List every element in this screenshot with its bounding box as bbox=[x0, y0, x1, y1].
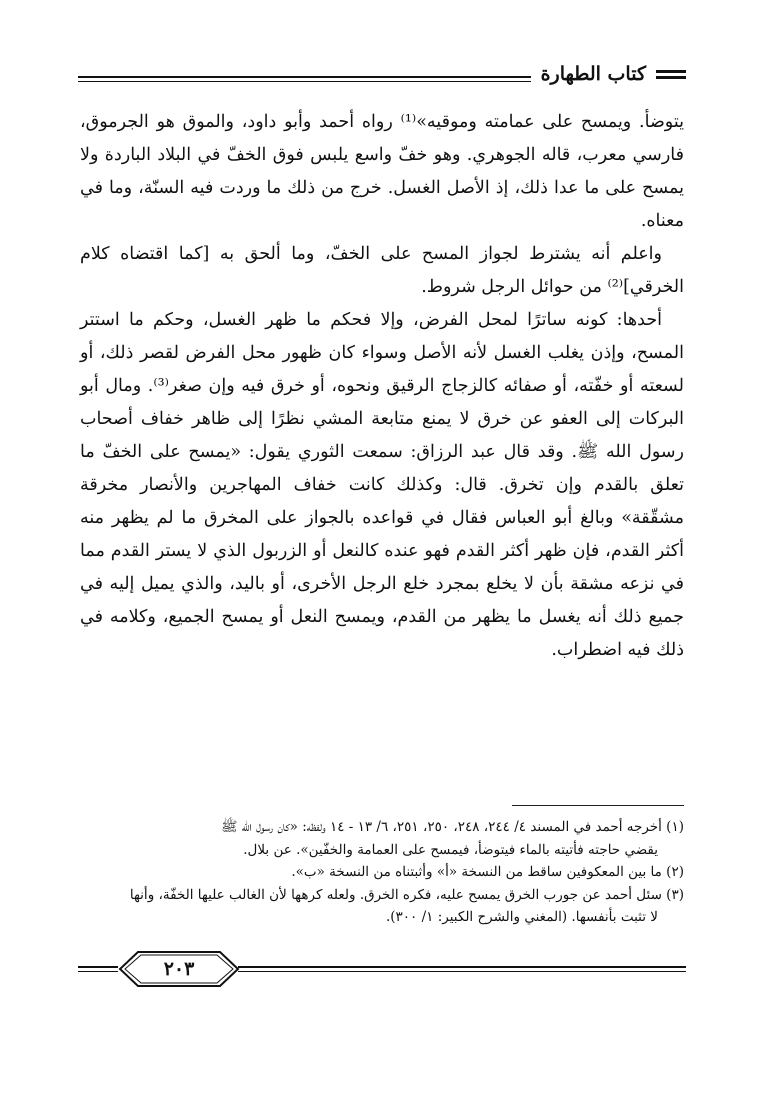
footnote-1-line-2: يقضي حاجته فأتيته بالماء فيتوضأ، فيمسح على العمامة والخفّين». عن بلال. bbox=[243, 841, 658, 858]
footnote-3-line-2: لا تثبت بأنفسها. (المغني والشرح الكبير: ١/ ٣٠٠). bbox=[385, 909, 658, 925]
main-text bbox=[80, 106, 684, 667]
page-number-badge bbox=[118, 950, 240, 988]
footer-rule-thin-right bbox=[238, 971, 686, 972]
footer-rule-thin-left bbox=[78, 971, 118, 972]
footnote-1-line-1: (١) أخرجه أحمد في المسند ٤/ ٢٤٤، ٢٤٨، ٢٥٠، ٢٥١، ٦/ ١٣ - ١٤ ولفظه: «كان رسول الله ﷺ bbox=[221, 819, 684, 835]
footnote-separator bbox=[512, 805, 684, 806]
footer-rule-right bbox=[238, 966, 686, 968]
paragraph-2: واعلم أنه يشترط لجواز المسح على الخفّ، وما ألحق به [كما اقتضاه كلام الخرقي]⁽²⁾ من حوائل الرجل شروط. bbox=[80, 244, 684, 297]
footnote-2: (٢) ما بين المعكوفين ساقط من النسخة «أ» وأثبتناه من النسخة «ب». bbox=[291, 864, 684, 880]
footnotes bbox=[80, 816, 684, 929]
header-rule-thin bbox=[78, 81, 536, 82]
running-header bbox=[78, 60, 686, 90]
paragraph-3: أحدها: كونه ساترًا لمحل الفرض، وإلا فحكم ما ظهر الغسل، وحكم ما استتر المسح، وإذن يغلب الغسل لأنه الأصل وسواء كان ظهور محل الفرض لقصر ذلك، أو لسعته أو خفّته، أو صفائه كالزجاج الرقيق ونحوه، أو خرق فيه وإن صغر⁽³⁾. ومال أبو البركات إلى العفو عن خرق لا يمنع متابعة المشي نظرًا إلى ظاهر خفاف أصحاب رسول الله ﷺ. وقد قال عبد الرزاق: سمعت الثوري يقول: «يمسح على الخفّ ما تعلق بالقدم وإن تخرق. قال: وكذلك كانت خفاف المهاجرين والأنصار مخرقة مشقّقة» وبالغ أبو العباس فقال في قواعده بالجواز على المخرق ما لم يظهر منه أكثر القدم، فإن ظهر أكثر القدم فهو عنده كالنعل أو الزربول الذي لا يستر القدم مما في نزعه مشقة بأن لا يخلع بمجرد خلع الرجل الأخرى، أو باليد، والذي يميل إليه في جميع ذلك أنه يغسل ما يظهر من القدم، ويمسح النعل أو يمسح الجميع، وكلامه في ذلك فيه اضطراب. bbox=[80, 310, 684, 660]
header-ornament bbox=[656, 70, 686, 78]
page-footer bbox=[78, 948, 686, 990]
paragraph-1: يتوضأ. ويمسح على عمامته وموقيه»⁽¹⁾ رواه أحمد وأبو داود، والموق هو الجرموق، فارسي معرب، قاله الجوهري. وهو خفّ واسع يلبس فوق الخفّ في البلاد الباردة ولا يمسح على ما عدا ذلك، إذ الأصل الغسل. خرج من ذلك ما وردت فيه السنّة، وما في معناه. bbox=[80, 112, 684, 231]
page-number: ٢٠٣ bbox=[163, 958, 195, 980]
header-rule bbox=[78, 76, 536, 78]
footnote-3-line-1: (٣) سئل أحمد عن جورب الخرق يمسح عليه، فكره الخرق. ولعله كرهها لأن الغالب عليها الخفّة، وأنها bbox=[129, 886, 684, 903]
chapter-title: كتاب الطهارة bbox=[531, 60, 646, 88]
footer-rule-left bbox=[78, 966, 118, 968]
